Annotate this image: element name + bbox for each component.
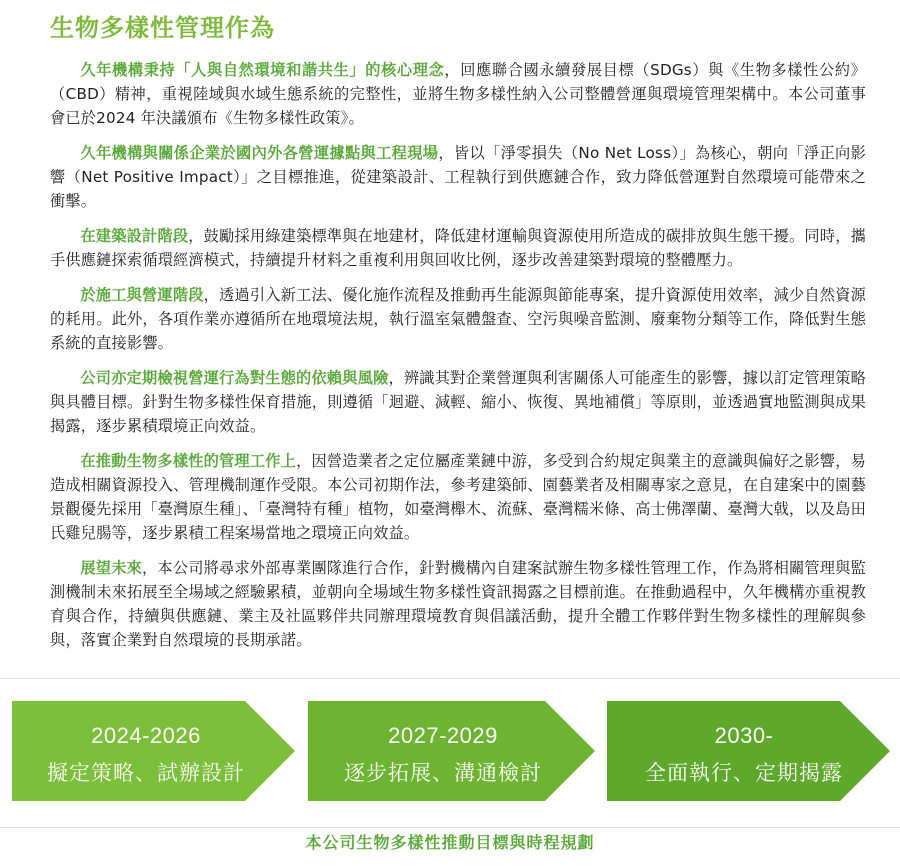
paragraph-3 bbox=[50, 224, 866, 272]
timeline-label-3: 全面執行、定期揭露 bbox=[645, 761, 843, 785]
paragraph-1 bbox=[50, 58, 866, 130]
paragraph-lead: 久年機構秉持「人與自然環境和諧共生」的核心理念 bbox=[80, 61, 445, 79]
paragraph-body: ，鼓勵採用綠建築標準與在地建材，降低建材運輸與資源使用所造成的碳排放與生態干擾。同時，攜手供應鏈探索循環經濟模式，持續提升材料之重複利用與回收比例，逐步改善建築對環境的整體壓力。 bbox=[50, 227, 866, 269]
paragraph-6 bbox=[50, 449, 866, 545]
paragraph-lead: 公司亦定期檢視營運行為對生態的依賴與風險 bbox=[80, 369, 389, 387]
timeline bbox=[0, 678, 900, 828]
paragraph-lead: 於施工與營運階段 bbox=[80, 286, 204, 304]
paragraph-5 bbox=[50, 366, 866, 438]
paragraph-body: ，透過引入新工法、優化施作流程及推動再生能源與節能專案，提升資源使用效率，減少自然資源的耗用。此外，各項作業亦遵循所在地環境法規，執行溫室氣體盤查、空污與噪音監測、廢棄物分類等工作，降低對生態系統的直接影響。 bbox=[50, 286, 866, 352]
paragraph-4 bbox=[50, 283, 866, 355]
paragraph-body: ，皆以「淨零損失（No Net Loss）」為核心，朝向「淨正向影響（Net Positive Impact）」之目標推進，從建築設計、工程執行到供應鏈合作，致力降低營運對自然環境可能帶來之衝擊。 bbox=[50, 144, 866, 210]
paragraph-2 bbox=[50, 141, 866, 213]
timeline-label-2: 逐步拓展、溝通檢討 bbox=[344, 761, 542, 785]
timeline-years-1: 2024-2026 bbox=[91, 723, 201, 748]
page-title: 生物多樣性管理作為 bbox=[50, 14, 275, 42]
timeline-caption: 本公司生物多樣性推動目標與時程規劃 bbox=[305, 833, 595, 852]
timeline-label-1: 擬定策略、試辦設計 bbox=[47, 761, 245, 785]
timeline-arrows bbox=[0, 679, 900, 827]
timeline-years-3: 2030- bbox=[714, 723, 774, 748]
paragraph-lead: 展望未來 bbox=[80, 559, 143, 577]
paragraph-lead: 久年機構與關係企業於國內外各營運據點與工程現場 bbox=[80, 144, 439, 162]
body-content bbox=[50, 58, 866, 663]
paragraph-lead: 在建築設計階段 bbox=[80, 227, 189, 245]
paragraph-lead: 在推動生物多樣性的管理工作上 bbox=[80, 452, 297, 470]
paragraph-7 bbox=[50, 556, 866, 652]
paragraph-body: ，因營造業者之定位屬產業鏈中游，多受到合約規定與業主的意識與偏好之影響，易造成相關資源投入、管理機制運作受限。本公司初期作法，參考建築師、園藝業者及相關專家之意見，在自建案中的園藝景觀優先採用「臺灣原生種」、「臺灣特有種」植物，如臺灣櫸木、流蘇、臺灣糯米條、高士佛澤蘭、臺灣大戟，以及島田氏雞兒腸等，逐步累積工程案場當地之環境正向效益。 bbox=[50, 452, 866, 542]
paragraph-body: ，辨識其對企業營運與利害關係人可能產生的影響，據以訂定管理策略與具體目標。針對生物多樣性保育措施，則遵循「迴避、減輕、縮小、恢復、異地補償」等原則，並透過實地監測與成果揭露，逐步累積環境正向效益。 bbox=[50, 369, 867, 435]
paragraph-body: ，本公司將尋求外部專業團隊進行合作，針對機構內自建案試辦生物多樣性管理工作，作為將相關管理與監測機制未來拓展至全場域之經驗累積，並朝向全場域生物多樣性資訊揭露之目標前進。在推動過程中，久年機構亦重視教育與合作，持續與供應鏈、業主及社區夥伴共同辦理環境教育與倡議活動，提升全體工作夥伴對生物多樣性的理解與參與，落實企業對自然環境的長期承諾。 bbox=[50, 559, 866, 649]
paragraph-body: ，回應聯合國永續發展目標（SDGs）與《生物多樣性公約》（CBD）精神，重視陸域與水域生態系統的完整性，並將生物多樣性納入公司整體營運與環境管理架構中。本公司董事會已於2024 年決議頒布《生物多樣性政策》。 bbox=[50, 61, 866, 127]
timeline-years-2: 2027-2029 bbox=[388, 723, 498, 748]
